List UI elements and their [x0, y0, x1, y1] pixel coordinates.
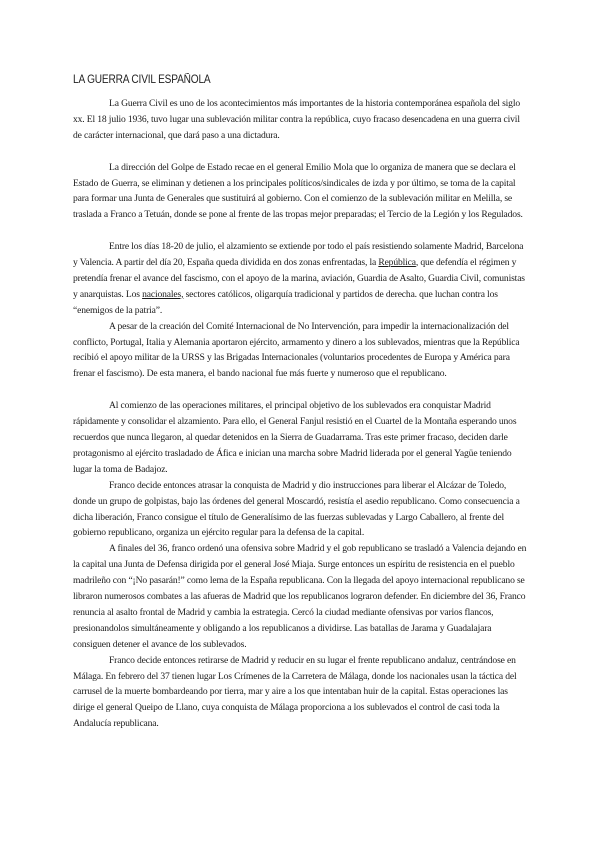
document-body	[73, 96, 530, 732]
document-title: LA GUERRA CIVIL ESPAÑOLA	[73, 74, 211, 86]
paragraph-no-intervencion: A pesar de la creación del Comité Internacional de No Intervención, para impedir la internacionalización del conflicto, Portugal, Italia y Alemania aportaron ejército, armamento y dinero a los sublevados, mientras que la República recibió el apoyo militar de la URSS y las Brigadas Internacionales (voluntarios procedentes de Europa y América para frenar el fascismo). De esta manera, el bando nacional fue más fuerte y numeroso que el republicano.	[73, 320, 520, 380]
paragraph-gap	[73, 223, 530, 239]
paragraph-intro: La Guerra Civil es uno de los acontecimientos más importantes de la historia contemporánea española del siglo xx. El 18 julio 1936, tuvo lugar una sublevación militar contra la república, cuyo fracaso desencadena en una guerra civil de carácter internacional, que dará paso a una dictadura.	[73, 98, 520, 141]
paragraph-malaga: Franco decide entonces retirarse de Madrid y reducir en su lugar el frente republicano andaluz, centrándose en Málaga. En febrero del 37 tienen lugar Los Crímenes de la Carretera de Málaga, donde los nacionales usan la táctica del carrusel de la muerte bombardeando por tierra, mar y aire a los que intentaban huir de la capital. Estas operaciones las dirige el general Queipo de Llano, cuya conquista de Málaga proporciona a los sublevados el control de casi toda la Andalucía republicana.	[73, 654, 517, 730]
underlined-republica: República	[378, 257, 416, 269]
paragraph-alzamiento	[73, 239, 530, 319]
paragraph-alcazar: Franco decide entonces atrasar la conquista de Madrid y dio instrucciones para liberar el Alcázar de Toledo, donde un grupo de golpistas, bajo las órdenes del general Moscardó, resistía el asedio republicano. Como consecuencia a dicha liberación, Franco consigue el título de Generalísimo de las fuerzas sublevadas y Largo Caballero, al frente del gobierno republicano, organiza un ejército regular para la defensa de la capital.	[73, 479, 520, 539]
text-run: sectores católicos, oligarquía tradicional y partidos de derecha. que luchan contra los “enemigos de la patria”.	[73, 288, 498, 316]
paragraph-gap	[73, 144, 530, 160]
paragraph-operaciones: Al comienzo de las operaciones militares, el principal objetivo de los sublevados era conquistar Madrid rápidamente y consolidar el alzamiento. Para ello, el General Fanjul resistió en el Cuartel de la Montaña esperando unos recuerdos que nunca llegaron, al quedar detenidos en la Sierra de Guadarrama. Tras este primer fracaso, deciden darle protagonismo al ejército trasladado de Áfica e inician una marcha sobre Madrid liderada por el general Yagüe teniendo lugar la toma de Badajoz.	[73, 400, 517, 475]
paragraph-golpe: La dirección del Golpe de Estado recae en el general Emilio Mola que lo organiza de manera que se declara el Estado de Guerra, se eliminan y detienen a los principales políticos/sindicales de izda y por último, se toma de la capital para formar una Junta de Generales que sustituirá al gobierno. Con el comienzo de la sublevación militar en Melilla, se traslada a Franco a Tetuán, donde se pone al frente de las tropas mejor preparadas; el Tercio de la Legión y los Regulados.	[73, 161, 523, 221]
paragraph-madrid: A finales del 36, franco ordenó una ofensiva sobre Madrid y el gob republicano se trasladó a Valencia dejando en la capital una Junta de Defensa dirigida por el general José Miaja. Surge entonces un espíritu de resistencia en el pueblo madrileño con “¡No pasarán!” como lema de la España republicana. Con la llegada del apoyo internacional republicano se libraron numerosos combates a las afueras de Madrid que los republicanos lograron defender. En diciembre del 36, Franco renuncia al asalto frontal de Madrid y cambia la estrategia. Cercó la ciudad mediante ofensivas por varios flancos, presionandolos simultáneamente y obligando a los republicanos a dividirse. Las batallas de Jarama y Guadalajara consiguen detener el avance de los sublevados.	[73, 543, 527, 650]
text-run: Entre los días 18-20 de julio, el alzamiento se extiende por todo el país resistiendo solamente Madrid, Barcelona y Valencia. A partir del día 20, España queda dividida en dos zonas enfrentadas, la	[73, 241, 524, 269]
text-run: , que defendía el régimen y pretendía frenar el avance del fascismo, con el apoyo de la marina, aviación, Guardia de Asalto, Guardia Civil, comunistas y anarquistas. Los	[73, 257, 525, 300]
underlined-nacionales: nacionales,	[142, 288, 184, 300]
paragraph-gap	[73, 382, 530, 398]
